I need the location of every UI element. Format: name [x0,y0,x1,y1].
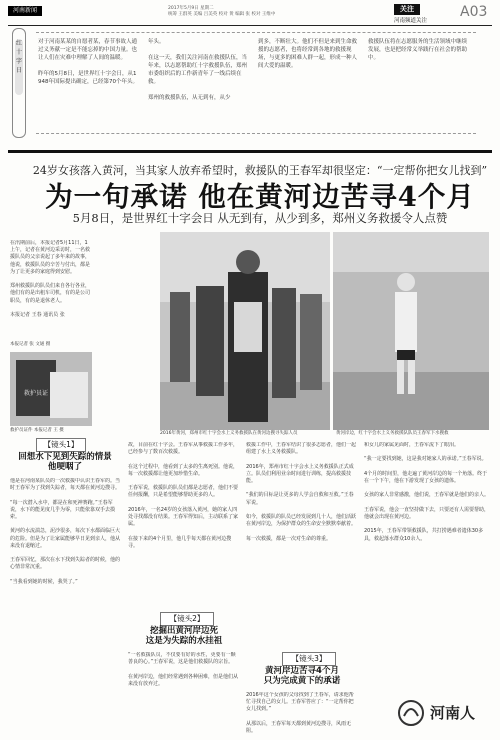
focus-sub: 河南频道关注 [394,18,428,24]
kicker-headline: 24岁女孩落入黄河，当其家人放弃希望时，救援队的王春军却很坚定：“一定帮你把女儿找到” [32,164,488,177]
section-3-title: 黄河岸边苦寻4个月 只为完成黄下的承诺 [263,666,341,686]
summary-col-3: 到多，不断壮大。他们不但是来到生命救援的志愿者，也将经常到各地的救援现场，与更多的困难人群一起，形成一种人间大爱的温暖。 [258,39,358,69]
logo [396,692,488,734]
main-headline: 为一句承诺 他在黄河边苦寻4个月 [45,181,475,213]
certificate-photo [10,352,92,426]
issue-info [168,6,275,18]
logo-icon [396,698,426,728]
editors-line: 统筹 王群英 美编 吕美英 校对 黄 编辑 张 校对 王维中 [168,12,276,17]
river-photo-caption: 黄河岸边，红十字会水上义务救援队队员王春军下水搜救 [336,431,449,436]
column-3b-text: 2016年这个女孩的父母找到了王春军，请求他帮忙寻找自己的女儿。王春军答应了：“一定帮你把女儿找到。” 从那以后，王春军每天都到黄河边搜寻，风雨无阻。 [246,692,354,734]
issue-date: 2017年5月9日 星期二 [168,6,214,11]
column-4-text: 和女儿的家属见面时，王春军流下了眼泪。 “我一定要找到她，这是我对她家人的承诺。”王春军说。 4个月的时间里，他走遍了黄河岸边的每一个角落。终于在一个下午，他在下游发现了女孩的遗体。 女孩的家人非常感激，他们说，王春军就是他们的亲人。 王春军说，他会一直坚持做下去，只要还有人需要帮助，他就会出现在黄河边。 2015年，王春军带领救援队，共打捞遇难者遗体30多具，救起落水群众10余人。 [364,442,490,542]
main-photo [160,232,330,430]
summary-col-1: 对于河南某某的自愿者某，春节事故人通过义务献一定是不能忘掉的中国力量。也让人们在灾难中理解了人间的温暖。 昨年的5月8日，是世界红十字会日，从1948年国际提出确定，已经第70个年头。 [38,39,138,85]
summary-col-4: 救援队伍将在志愿服务的生活领域中继续发展，也是把经常义举践行在社会的帮助中。 [368,39,468,61]
column-1-text: 他是在河南某队员的一次救援中认识王春军的。当时王春军为了找到失踪者，每天都在黄河边搜寻。 “每一次潜入水中，都是在和死神赛跑。”王春军说，水下的能见度几乎为零，只能依靠双手去摸索。 黄河的水流湍急，泥沙很多，每次下水都面临巨大的危险。但是为了让家属能够早日见到亲人，他从来没有退缩过。 王春军回忆，那次在水下找到失踪者的时候，他的心情非常沉重。 “当我看到她的时候，我哭了。” [10,478,121,585]
section-3-label: 【镜头3】 [282,652,336,666]
certificate-title: 救护员证 [23,390,48,397]
section-1-title: 回想水下见到失踪的情景 他哽咽了 [18,452,112,472]
intro-byline: 本报记者 张 文通 摄 [10,342,51,347]
summary-col-2: 年头。 在这一天，我们关注河南在救援队伍，当年来，以志愿帮助红十字救援队伍，郑州市委组织后的工作新青年了一线后续在救。 郑州的救援队伍，从无到有，从少 [148,39,248,101]
logo-text: 河南人 [430,704,476,722]
river-photo-art [333,232,489,430]
headline-rule [8,150,492,153]
main-photo-art [160,232,330,430]
sub-headline: 5月8日，是世界红十字会日 从无到有，从少到多，郑州义务救援令人点赞 [72,211,448,225]
page-number: A03 [460,4,488,20]
section-2-label: 【镜头2】 [160,612,214,626]
focus-badge [394,4,450,24]
section-1-label: 【镜头1】 [36,438,86,452]
column-3-text: 救援工作中，王春军结识了很多志愿者，他们一起组建了水上义务救援队。 2016年，郑州市红十字会水上义务救援队正式成立。队员们利用业余时间进行训练，提高救援技能。 “我们的目标是让更多的人学会自救和互救。”王春军说。 如今，救援队的队员已经发展到几十人，他们活跃在黄河岸边，为保护群众的生命安全默默奉献着。 每一次救援，都是一次对生命的尊重。 [246,442,357,542]
summary-tag [12,28,26,138]
header-rule [8,25,492,26]
certificate-card [50,372,88,418]
summary-tag-text: 红十字日 [15,39,23,95]
page-header [8,3,492,25]
main-photo-caption: 2016年黄河，郑州市红十字会水上义务救援队在黄河边搜寻失踪人员 [160,431,298,436]
column-2-text: 故，目前在红十字会。王春军从事救援工作多年，已经参与了数百次救援。 在这个过程中，他看到了太多的生离死别。他说，每一次救援都让他更加珍惜生命。 王春军说，救援队的队员们都是志愿者，他们不要任何报酬，只是希望能够帮助更多的人。 2016年，一名24岁的女孩落入黄河，她的家人四处寻找都没有结果。王春军得知后，主动联系了家属。 在接下来的4个月里，他几乎每天都在黄河边搜寻。 [128,442,239,549]
section-2-title: 挖掘出黄河岸边死 这是为失踪的水挂祖 [145,626,223,646]
section-label: 河南新闻 [8,6,42,16]
river-photo [333,232,489,430]
intro-text: 在汛期前后，本报记者5月11日，1上午，记者在黄河边采访时，一名救援队员的父亲说起了多年来的故事，他说，救援队员的辛苦与付出，都是为了让更多的家庭得到安慰。 郑州救援队的队员们来自各行各业，他们有的是出租车司机，有的是公司职员，有的是退休老人。 本报记者 王春 通讯员 张 [10,240,91,319]
column-2b-text: “一名救援队员，不仅要有好的水性，更要有一颗善良的心。”王春军说，这是他们救援队的宗旨。 在黄河岸边，他们经常遇到各种困难，但是他们从来没有放弃过。 [128,652,239,687]
certificate-caption: 救护员证件 本报记者 王 摄 [10,428,64,433]
focus-label: 关注 [394,4,420,15]
